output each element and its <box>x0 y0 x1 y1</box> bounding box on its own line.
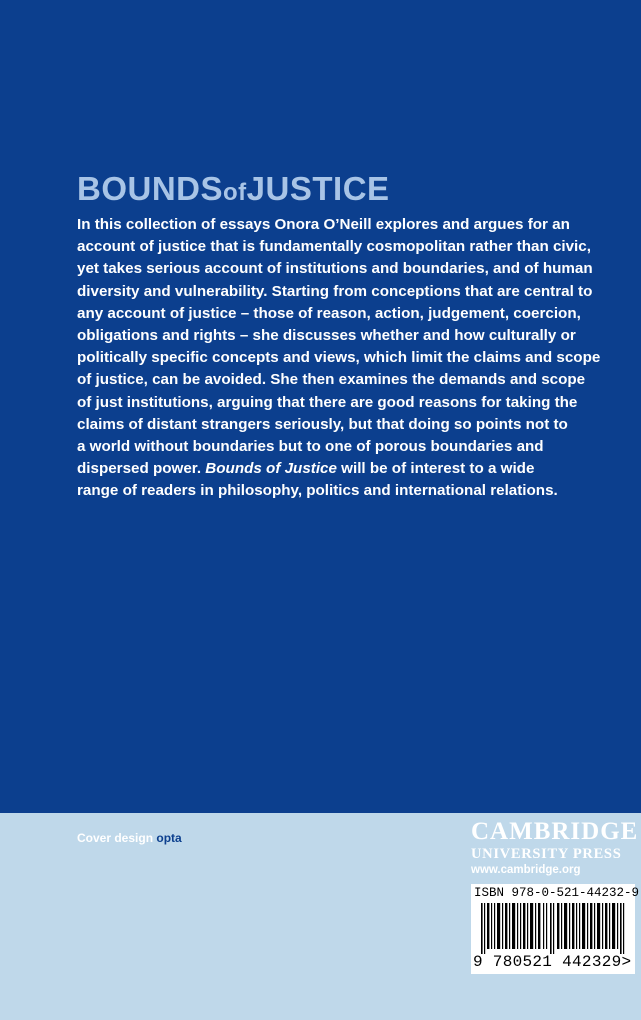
book-description <box>77 214 601 503</box>
isbn-barcode <box>471 884 640 974</box>
barcode-bars <box>481 903 627 954</box>
title-word-bounds: BOUNDS <box>77 170 224 207</box>
blurb-line: any account of justice – those of reason, action, judgement, coercion, <box>77 304 581 322</box>
blurb-line <box>77 458 557 480</box>
blurb-title-italic: Bounds of Justice <box>205 460 337 478</box>
blurb-line: of justice, can be avoided. She then examines the demands and scope <box>77 371 586 389</box>
blurb-line: diversity and vulnerability. Starting from conceptions that are central to <box>77 282 593 300</box>
blurb-line: of just institutions, arguing that there are good reasons for taking the <box>77 393 578 411</box>
blurb-line: a world without boundaries but to one of porous boundaries and <box>77 438 544 456</box>
blurb-line: account of justice that is fundamentally cosmopolitan rather than civic, <box>77 238 591 256</box>
blurb-line: yet takes serious account of institutions and boundaries, and of human <box>77 260 593 278</box>
blurb-line: politically specific concepts and views, which limit the claims and scope <box>77 349 601 367</box>
blurb-text: will be of interest to a wide <box>336 460 535 478</box>
blurb-line: range of readers in philosophy, politics and international relations. <box>77 482 558 500</box>
blurb-text: dispersed power. <box>77 460 206 478</box>
publisher-name: CAMBRIDGE <box>471 818 639 845</box>
barcode-end-mark: > <box>621 953 632 971</box>
blurb-line: claims of distant strangers seriously, but that doing so points not to <box>77 415 568 433</box>
designer-name: opta <box>156 831 182 845</box>
blurb-line: In this collection of essays Onora O’Neill explores and argues for an <box>77 216 570 233</box>
barcode-digits <box>473 953 631 971</box>
book-title <box>77 170 390 208</box>
title-word-of: of <box>223 179 247 206</box>
publisher-subtitle: UNIVERSITY PRESS <box>471 846 622 862</box>
credit-label: Cover design <box>77 831 157 845</box>
publisher-url: www.cambridge.org <box>471 864 581 876</box>
cover-design-credit <box>77 831 182 845</box>
publisher-logo <box>471 818 639 876</box>
isbn-label: ISBN 978-0-521-44232-9 <box>474 886 640 900</box>
blurb-line: obligations and rights – she discusses whether and how culturally or <box>77 327 576 345</box>
barcode-number: 9 780521 442329 <box>473 953 622 971</box>
title-word-justice: JUSTICE <box>246 170 390 207</box>
